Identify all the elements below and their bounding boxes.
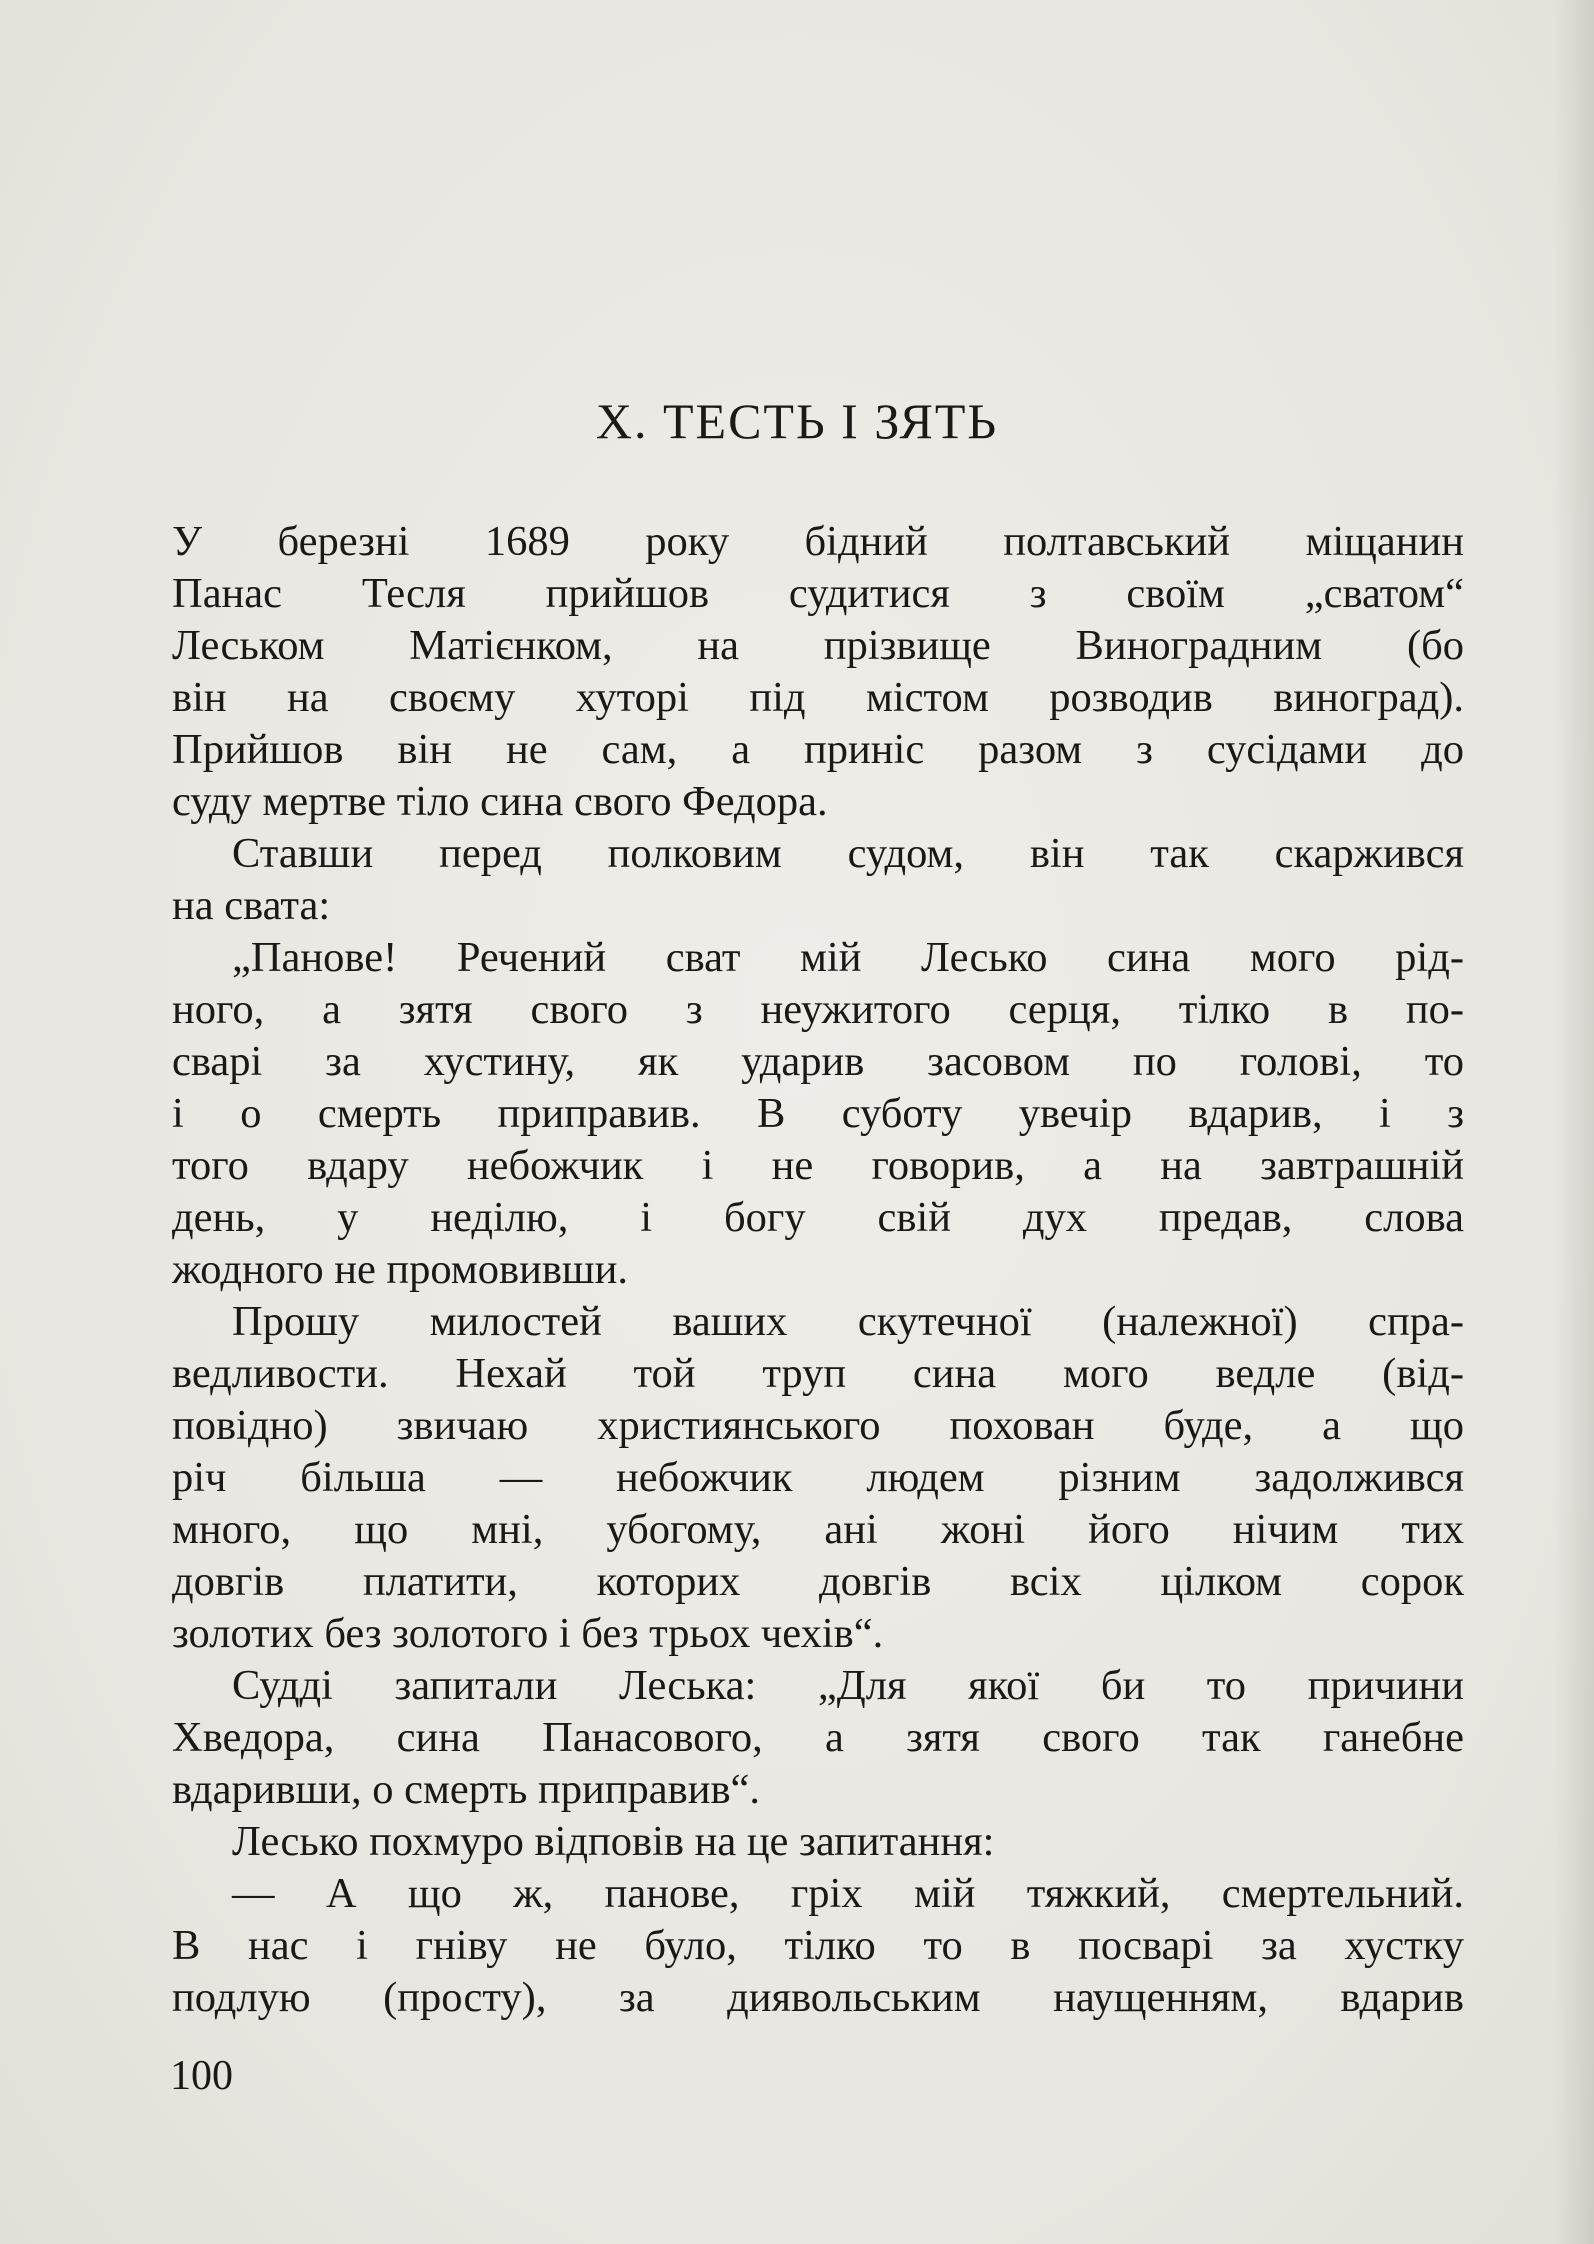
text-line: жодного не промовивши.	[172, 1246, 628, 1293]
text-line: Лесько похмуро відповів на це запитання:	[232, 1818, 995, 1865]
text-line: Панас Тесля прийшов судитися з своїм „сватом“	[172, 570, 1464, 617]
text-line: і о смерть приправив. В суботу увечір вдарив, і з	[172, 1090, 1464, 1137]
text-line: Прийшов він не сам, а приніс разом з сусідами до	[172, 726, 1464, 773]
text-line: на свата:	[172, 882, 331, 929]
text-line: много, що мні, убогому, ані жоні його нічим тих	[172, 1506, 1464, 1553]
text-line: Хведора, сина Панасового, а зятя свого так ганебне	[172, 1714, 1464, 1761]
text-line: день, у неділю, і богу свій дух предав, слова	[172, 1194, 1464, 1241]
text-line: подлую (просту), за диявольським наущенням, вдарив	[172, 1974, 1464, 2021]
text-line: Прошу милостей ваших скутечної (належної) спра-	[232, 1298, 1464, 1345]
text-line: повідно) звичаю християнського похован буде, а що	[172, 1402, 1464, 1449]
text-line: Леськом Матієнком, на прізвище Виноградним (бо	[172, 622, 1464, 669]
text-line: В нас і гніву не було, тілко то в посварі за хустку	[172, 1922, 1464, 1969]
text-line: У березні 1689 року бідний полтавський міщанин	[172, 518, 1464, 565]
text-line: річ більша — небожчик людем різним задолжився	[172, 1454, 1464, 1501]
chapter-title: X. ТЕСТЬ І ЗЯТЬ	[595, 393, 999, 449]
text-line: довгів платити, которих довгів всіх цілком сорок	[172, 1558, 1464, 1605]
text-line: золотих без золотого і без трьох чехів“.	[172, 1610, 884, 1657]
page-number: 100	[170, 2053, 233, 2099]
text-line: суду мертве тіло сина свого Федора.	[172, 778, 828, 825]
spine-shadow	[1554, 0, 1594, 2244]
text-line: він на своєму хуторі під містом розводив виноград).	[172, 674, 1464, 721]
text-line: „Панове! Речений сват мій Лесько сина мого рід-	[232, 934, 1464, 981]
text-line: ного, а зятя свого з неужитого серця, тілко в по-	[172, 986, 1464, 1033]
text-line: вдаривши, о смерть приправив“.	[172, 1766, 761, 1813]
text-line: Судді запитали Леська: „Для якої би то причини	[232, 1662, 1464, 1709]
text-line: сварі за хустину, як ударив засовом по голові, то	[172, 1038, 1464, 1085]
text-line: ведливости. Нехай той труп сина мого ведле (від-	[172, 1350, 1464, 1397]
text-line: Ставши перед полковим судом, він так скаржився	[232, 830, 1464, 877]
text-line: — А що ж, панове, гріх мій тяжкий, смертельний.	[232, 1870, 1464, 1917]
text-line: того вдару небожчик і не говорив, а на завтрашній	[172, 1142, 1464, 1189]
